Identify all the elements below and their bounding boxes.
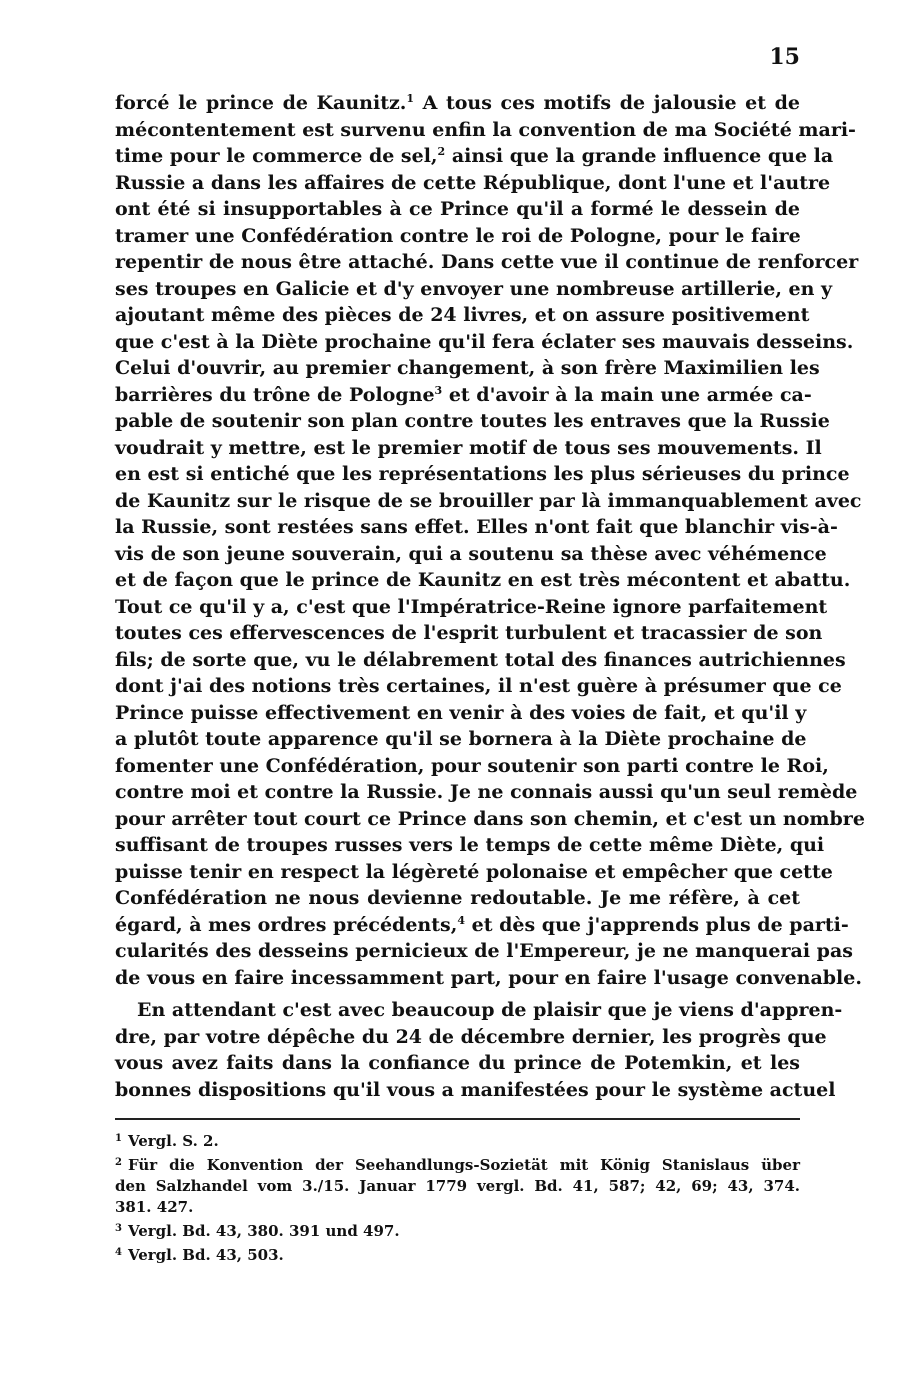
text-line: égard, à mes ordres précédents,$^4$ et dès que j'apprends plus de parti- xyxy=(115,913,849,936)
footnote-line: $^1$ Vergl. S. 2. xyxy=(115,1132,219,1150)
text-line: toutes ces effervescences de l'esprit turbulent et tracassier de son xyxy=(115,622,823,644)
text-line: voudrait y mettre, est le premier motif de tous ses mouvements. Il xyxy=(115,436,822,459)
text-line: contre moi et contre la Russie. Je ne connais aussi qu'un seul remède xyxy=(115,781,858,803)
text-line: de vous en faire incessamment part, pour en faire l'usage convenable. xyxy=(115,966,862,989)
text-line: mécontentement est survenu enfin la convention de ma Société mari- xyxy=(115,118,856,141)
footnote-marker: 3 xyxy=(115,1223,122,1234)
text-line: pable de soutenir son plan contre toutes les entraves que la Russie xyxy=(115,410,830,432)
text-line: de Kaunitz sur le risque de se brouiller par là immanquablement avec xyxy=(115,489,862,512)
footnote-marker: 4 xyxy=(115,1247,122,1258)
text-line: ont été si insupportables à ce Prince qu'il a formé le dessein de xyxy=(115,198,800,220)
text-line: fomenter une Confédération, pour soutenir son parti contre le Roi, xyxy=(115,754,829,777)
text-line: Tout ce qu'il y a, c'est que l'Impératrice-Reine ignore parfaitement xyxy=(115,595,828,618)
text-line: bonnes dispositions qu'il vous a manifestées pour le système actuel xyxy=(115,1078,836,1101)
body-text xyxy=(115,90,865,1103)
text-line: la Russie, sont restées sans effet. Elles n'ont fait que blanchir vis-à- xyxy=(115,516,838,538)
text-line: en est si entiché que les représentations les plus sérieuses du prince xyxy=(115,463,850,485)
footnote-line: $^2$ Für die Konvention der Seehandlungs-Sozietät mit König Stanislaus über xyxy=(115,1156,800,1174)
text-line: Confédération ne nous devienne redoutable. Je me réfère, à cet xyxy=(115,887,800,909)
text-line: et de façon que le prince de Kaunitz en est très mécontent et abattu. xyxy=(115,569,851,591)
text-line: puisse tenir en respect la légèreté polonaise et empêcher que cette xyxy=(115,860,833,883)
page-number: 15 xyxy=(769,44,800,70)
text-line: suffisant de troupes russes vers le temps de cette même Diète, qui xyxy=(115,834,825,856)
text-line: tramer une Confédération contre le roi de Pologne, pour le faire xyxy=(115,224,801,247)
footnote-divider xyxy=(115,1118,800,1120)
text-line: dont j'ai des notions très certaines, il n'est guère à présumer que ce xyxy=(115,675,842,697)
footnote-line: 381. 427. xyxy=(115,1198,194,1216)
footnote-marker: 1 xyxy=(115,1133,122,1144)
text-line: pour arrêter tout court ce Prince dans son chemin, et c'est un nombre xyxy=(115,807,865,830)
footnote-ref: 3 xyxy=(434,383,443,397)
text-line: vis de son jeune souverain, qui a soutenu sa thèse avec véhémence xyxy=(115,542,827,565)
text-line: cularités des desseins pernicieux de l'Empereur, je ne manquerai pas xyxy=(115,940,853,962)
text-line: fils; de sorte que, vu le délabrement total des finances autrichiennes xyxy=(115,648,846,671)
text-line: ses troupes en Galicie et d'y envoyer une nombreuse artillerie, en y xyxy=(115,277,833,300)
footnote-ref: 2 xyxy=(437,145,446,158)
text-line: barrières du trône de Pologne$^3$ et d'avoir à la main une armée ca- xyxy=(115,383,812,406)
footnote-ref: 4 xyxy=(457,913,465,927)
footnote-line: den Salzhandel vom 3./15. Januar 1779 vergl. Bd. 41, 587; 42, 69; 43, 374. xyxy=(115,1177,800,1195)
footnote-marker: 2 xyxy=(115,1157,122,1168)
text-line: forcé le prince de Kaunitz.$^1$ A tous ces motifs de jalousie et de xyxy=(115,92,800,114)
text-line: Russie a dans les affaires de cette République, dont l'une et l'autre xyxy=(115,171,831,194)
text-line: a plutôt toute apparence qu'il se bornera à la Diète prochaine de xyxy=(115,728,807,750)
text-line: que c'est à la Diète prochaine qu'il fera éclater ses mauvais desseins. xyxy=(115,330,854,353)
text-line: repentir de nous être attaché. Dans cette vue il continue de renforcer xyxy=(115,251,859,273)
text-line: time pour le commerce de sel,$^2$ ainsi que la grande influence que la xyxy=(115,145,834,167)
text-line: Celui d'ouvrir, au premier changement, à son frère Maximilien les xyxy=(115,357,820,379)
text-line: vous avez faits dans la confiance du prince de Potemkin, et les xyxy=(115,1052,800,1074)
footnote-line: $^4$ Vergl. Bd. 43, 503. xyxy=(115,1246,284,1264)
footnote-ref: 1 xyxy=(406,92,415,105)
text-line: Prince puisse effectivement en venir à des voies de fait, et qu'il y xyxy=(115,701,807,724)
footnote-line: $^3$ Vergl. Bd. 43, 380. 391 und 497. xyxy=(115,1222,400,1240)
footnotes xyxy=(115,1128,800,1266)
text-line: En attendant c'est avec beaucoup de plaisir que je viens d'appren- xyxy=(137,999,843,1021)
text-line: dre, par votre dépêche du 24 de décembre dernier, les progrès que xyxy=(115,1025,827,1048)
text-line: ajoutant même des pièces de 24 livres, et on assure positivement xyxy=(115,304,810,326)
